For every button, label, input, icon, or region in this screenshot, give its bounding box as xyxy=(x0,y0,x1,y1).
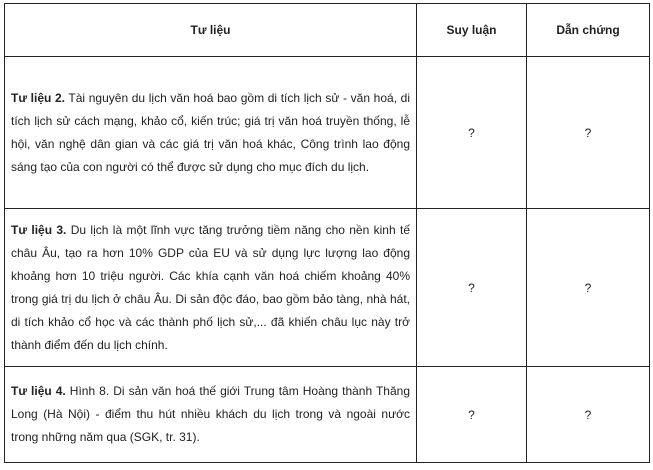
source-label: Tư liệu 4. xyxy=(11,384,66,398)
source-text: Tài nguyên du lịch văn hoá bao gồm di tích lịch sử - văn hoá, di tích lịch sử cách mạng, khảo cổ, kiến trúc; giá trị văn hoá truyền thống, lễ hội, văn nghệ dân gian và các giá trị văn hoá khác, Công trình lao động sáng tạo của con người có thể được sử dụng cho mục đích du lịch. xyxy=(11,90,410,174)
header-source: Tư liệu xyxy=(5,4,417,57)
table-row xyxy=(5,57,650,209)
table-header-row xyxy=(5,4,650,57)
header-evidence: Dẫn chứng xyxy=(527,4,650,57)
inference-cell: ? xyxy=(417,367,527,463)
source-cell xyxy=(5,209,417,367)
source-cell xyxy=(5,367,417,463)
table-row xyxy=(5,367,650,463)
source-label: Tư liệu 2. xyxy=(11,90,65,105)
source-table xyxy=(4,3,650,463)
source-text: Du lịch là một lĩnh vực tăng trưởng tiềm năng cho nền kinh tế châu Âu, tạo ra hơn 10% GDP của EU và sử dụng lực lượng lao động khoảng hơn 10 triệu người. Các khía cạnh văn hoá chiếm khoảng 40% trong giá trị du lịch ở châu Âu. Di sản độc đáo, bao gồm bảo tàng, nhà hát, di tích khảo cổ học và các thành phố lịch sử,... đã khiến châu lục này trở thành điểm đến du lịch chính. xyxy=(11,222,410,352)
evidence-cell: ? xyxy=(527,367,650,463)
inference-cell: ? xyxy=(417,57,527,209)
source-text: Hình 8. Di sản văn hoá thế giới Trung tâm Hoàng thành Thăng Long (Hà Nội) - điểm thu hút nhiều khách du lịch trong và ngoài nước trong những năm qua (SGK, tr. 31). xyxy=(11,384,410,444)
source-cell xyxy=(5,57,417,209)
table-row xyxy=(5,209,650,367)
header-inference: Suy luận xyxy=(417,4,527,57)
evidence-cell: ? xyxy=(527,209,650,367)
inference-cell: ? xyxy=(417,209,527,367)
source-label: Tư liệu 3. xyxy=(11,222,67,237)
evidence-cell: ? xyxy=(527,57,650,209)
